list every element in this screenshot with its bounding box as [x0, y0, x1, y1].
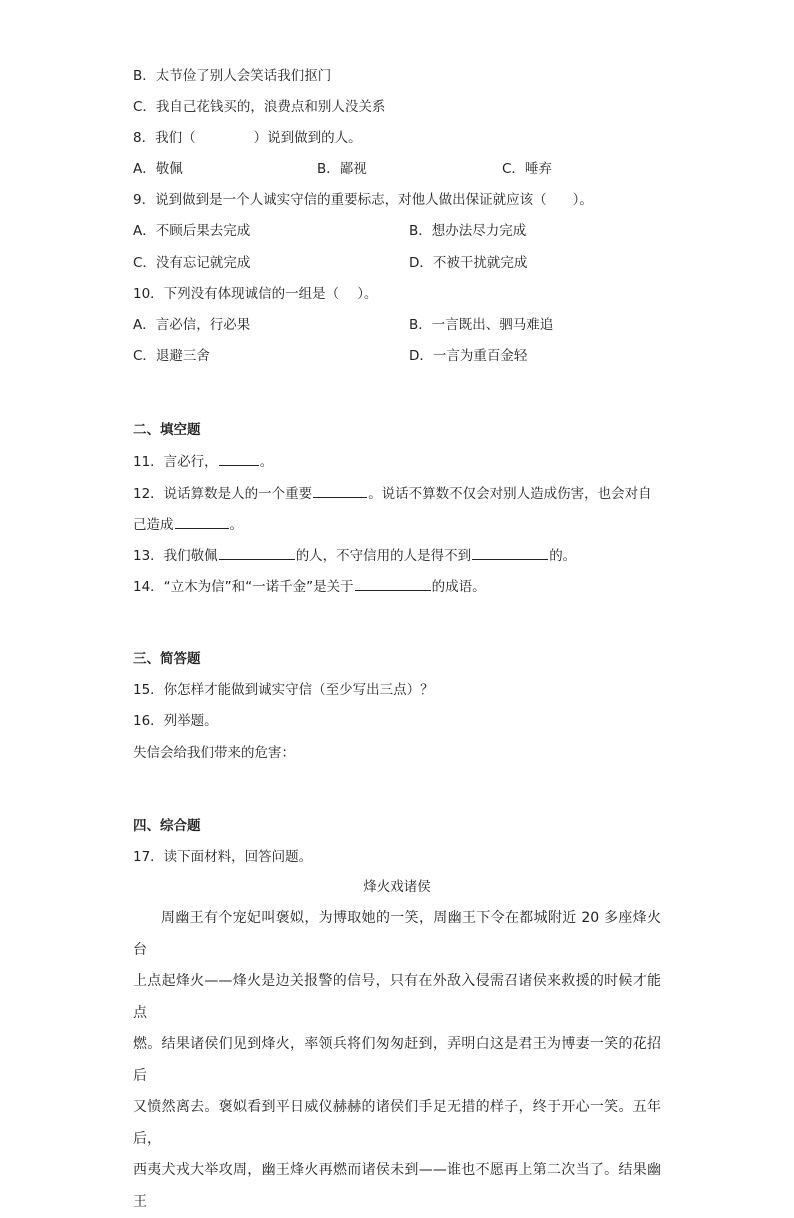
q16-subprompt: 失信会给我们带来的危害：: [133, 745, 295, 761]
q10-stem: [133, 284, 377, 304]
story-line: 上点起烽火——烽火是边关报警的信号，只有在外敌入侵需召诸侯来救援的时候才能点: [133, 973, 661, 1021]
q17: 17．读下面材料，回答问题。: [133, 849, 313, 865]
q11-text-post: 。: [259, 454, 274, 470]
q13-blank-2: [472, 545, 548, 560]
q7-option-b: B．太节俭了别人会笑话我们抠门: [133, 68, 332, 84]
q8-option-b: B．鄙视: [317, 161, 367, 177]
q14-text-pre: 14．“立木为信”和“一诺千金”是关于: [133, 579, 354, 595]
q12-text-post: 。说话不算数不仅会对别人造成伤害，也会对自: [368, 486, 652, 502]
q13-text-post: 的。: [549, 548, 577, 564]
section-comprehensive-title: 四、综合题: [133, 818, 201, 834]
story-passage: [133, 903, 661, 1218]
q15: 15．你怎样才能做到诚实守信（至少写出三点）？: [133, 682, 434, 698]
q9-option-c: C．没有忘记就完成: [133, 255, 251, 271]
story-title: 烽火戏诸侯: [363, 879, 431, 895]
story-line: 又愤然离去。褒姒看到平日威仪赫赫的诸侯们手足无措的样子，终于开心一笑。五年后，: [133, 1099, 661, 1147]
q10-stem-pre: 10．下列没有体现诚信的一组是（: [133, 286, 340, 302]
q9-stem-pre: 9．说到做到是一个人诚实守信的重要标志，对他人做出保证就应该（: [133, 192, 547, 208]
q12-line2-pre: 己造成: [133, 517, 174, 533]
q9-stem-post: ）。: [572, 192, 593, 208]
q11: [133, 451, 273, 472]
section-fill-blank-title: 二、填空题: [133, 422, 201, 438]
q9-option-d: D．不被干扰就完成: [409, 255, 528, 271]
q9-stem: [133, 190, 593, 210]
q7-option-c: C．我自己花钱买的，浪费点和别人没关系: [133, 99, 386, 115]
q8-stem-pre: 8．我们（: [133, 130, 196, 146]
q12-line2: [133, 514, 243, 535]
q12-blank-1: [313, 483, 367, 498]
q9-option-b: B．想办法尽力完成: [409, 223, 527, 239]
q11-blank: [219, 451, 259, 466]
q13-blank-1: [219, 545, 295, 560]
story-line: 西夷犬戎大举攻周，幽王烽火再燃而诸侯未到——谁也不愿再上第二次当了。结果幽王: [133, 1162, 661, 1210]
q8-option-a: A．敬佩: [133, 161, 183, 177]
q14: [133, 576, 486, 597]
q13-text-mid: 的人，不守信用的人是得不到: [295, 548, 472, 564]
story-line: 燃。结果诸侯们见到烽火，率领兵将们匆匆赶到，弄明白这是君王为博妻一笑的花招后: [133, 1036, 661, 1084]
story-line: 周幽王有个宠妃叫褒姒，为博取她的一笑，周幽王下令在都城附近 20 多座烽火台: [133, 910, 661, 958]
q9-option-a: A．不顾后果去完成: [133, 223, 251, 239]
q10-option-b: B．一言既出、驷马难追: [409, 317, 554, 333]
q10-option-a: A．言必信，行必果: [133, 317, 251, 333]
q13: [133, 545, 576, 566]
q13-text-pre: 13．我们敬佩: [133, 548, 218, 564]
q10-option-c: C．退避三舍: [133, 348, 210, 364]
q12: [133, 483, 652, 504]
section-short-answer-title: 三、简答题: [133, 651, 201, 667]
q12-text-pre: 12．说话算数是人的一个重要: [133, 486, 313, 502]
q14-text-post: 的成语。: [431, 579, 486, 595]
q14-blank: [355, 576, 431, 591]
q10-stem-post: ）。: [357, 286, 378, 302]
q12-line2-post: 。: [229, 517, 243, 533]
q10-option-d: D．一言为重百金轻: [409, 348, 528, 364]
q8-option-c: C．唾弃: [502, 161, 552, 177]
q8-stem: [133, 128, 362, 148]
q16: 16．列举题。: [133, 713, 218, 729]
q8-stem-post: ）说到做到的人。: [253, 130, 362, 146]
q11-text-pre: 11．言必行，: [133, 454, 218, 470]
q12-blank-2: [175, 514, 229, 529]
